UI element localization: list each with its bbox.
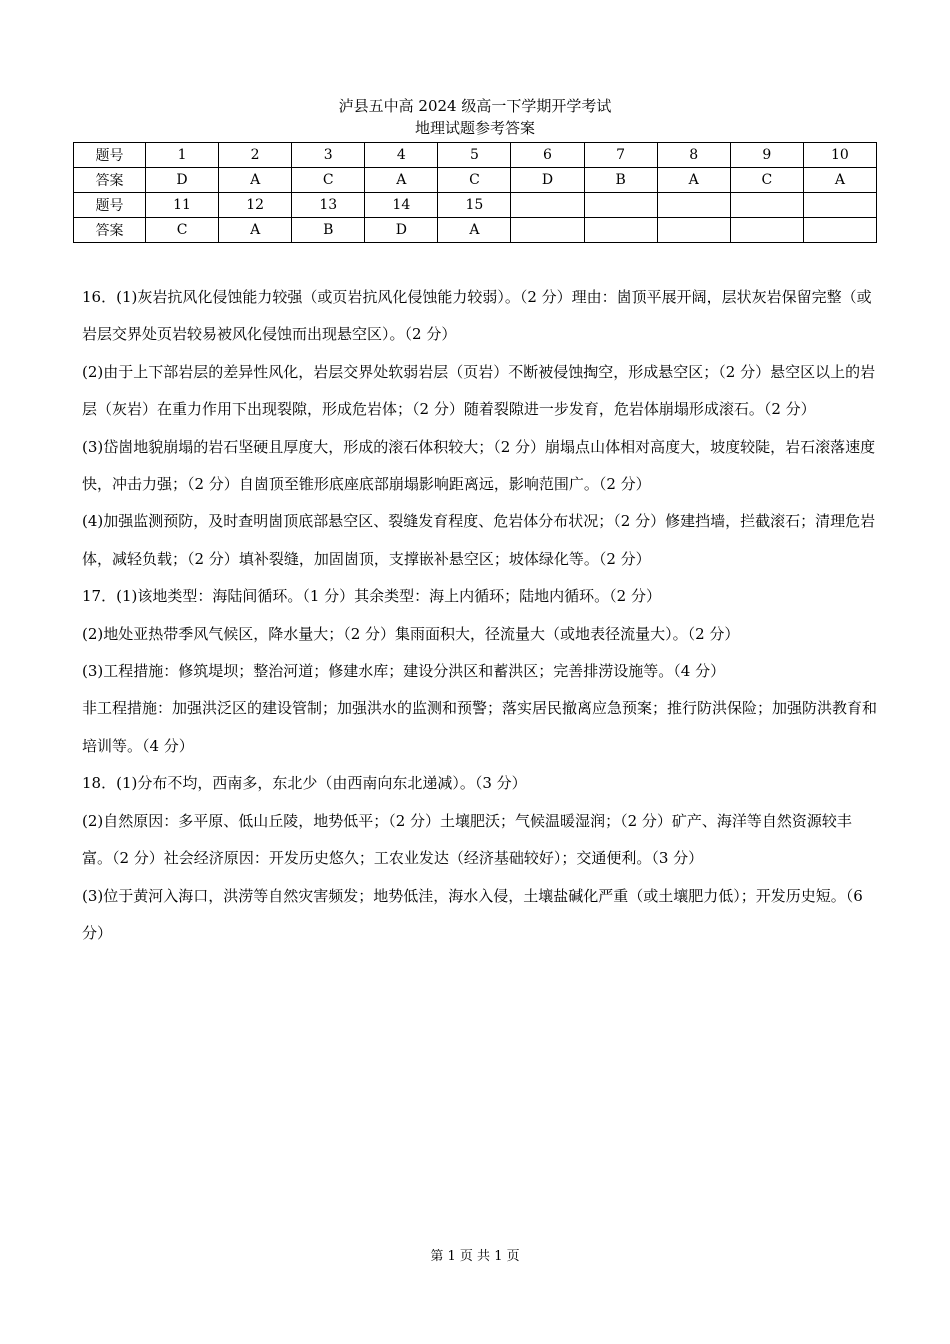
answer-paragraph: (3)工程措施：修筑堤坝；整治河道；修建水库；建设分洪区和蓄洪区；完善排涝设施等。（4 分） — [82, 662, 726, 681]
table-cell: 2 — [219, 143, 292, 168]
table-cell: A — [438, 218, 511, 243]
table-cell: 14 — [365, 193, 438, 218]
table-cell: 1 — [146, 143, 219, 168]
page-subtitle: 地理试题参考答案 — [414, 119, 535, 137]
table-row — [74, 193, 877, 218]
answer-paragraph: 18．(1)分布不均，西南多，东北少（由西南向东北递减）。（3 分） — [82, 774, 527, 793]
table-cell: C — [292, 168, 365, 193]
table-row — [74, 168, 877, 193]
table-cell: B — [584, 168, 657, 193]
table-cell: C — [730, 168, 803, 193]
table-cell — [803, 193, 876, 218]
table-cell: C — [438, 168, 511, 193]
row-label: 题号 — [74, 143, 146, 168]
table-cell — [511, 218, 584, 243]
table-cell: B — [292, 218, 365, 243]
table-cell: C — [146, 218, 219, 243]
table-cell: D — [511, 168, 584, 193]
page-title: 泸县五中高 2024 级高一下学期开学考试 — [338, 97, 612, 115]
table-cell: A — [365, 168, 438, 193]
answer-paragraph: (4)加强监测预防，及时查明崮顶底部悬空区、裂缝发育程度、危岩体分布状况；（2 分）修建挡墙，拦截滚石；清理危岩体，减轻负载；（2 分）填补裂缝，加固崮顶，支撑嵌补悬空区；坡体绿化等。（2 分） — [82, 512, 876, 568]
table-cell: 4 — [365, 143, 438, 168]
answer-table — [73, 142, 877, 243]
answer-paragraph: (2)由于上下部岩层的差异性风化，岩层交界处软弱岩层（页岩）不断被侵蚀掏空，形成悬空区；（2 分）悬空区以上的岩层（灰岩）在重力作用下出现裂隙，形成危岩体；（2 分）随着裂隙进一步发育，危岩体崩塌形成滚石。（2 分） — [82, 362, 876, 419]
table-cell: 6 — [511, 143, 584, 168]
table-cell: 3 — [292, 143, 365, 168]
table-cell: A — [803, 168, 876, 193]
answer-paragraph: 16．(1)灰岩抗风化侵蚀能力较强（或页岩抗风化侵蚀能力较弱）。（2 分）理由：崮顶平展开阔，层状灰岩保留完整（或岩层交界处页岩较易被风化侵蚀而出现悬空区）。（2 分） — [82, 288, 872, 344]
table-cell: D — [365, 218, 438, 243]
table-cell — [657, 193, 730, 218]
table-cell — [584, 218, 657, 243]
answer-paragraph: (3)岱崮地貌崩塌的岩石坚硬且厚度大，形成的滚石体积较大；（2 分）崩塌点山体相对高度大，坡度较陡，岩石滚落速度快，冲击力强；（2 分）自崮顶至锥形底座底部崩塌影响距离远，影响范围广。（2 分） — [82, 437, 876, 494]
answer-paragraph: 17．(1)该地类型：海陆间循环。（1 分）其余类型：海上内循环；陆地内循环。（2 分） — [82, 587, 661, 606]
table-cell: 10 — [803, 143, 876, 168]
table-cell: 7 — [584, 143, 657, 168]
answer-paragraph: 非工程措施：加强洪泛区的建设管制；加强洪水的监测和预警；落实居民撤离应急预案；推行防洪保险；加强防洪教育和培训等。（4 分） — [82, 699, 878, 755]
table-cell: 5 — [438, 143, 511, 168]
table-cell — [584, 193, 657, 218]
answer-paragraph: (2)地处亚热带季风气候区，降水量大；（2 分）集雨面积大，径流量大（或地表径流量大）。（2 分） — [82, 624, 740, 643]
table-cell — [657, 218, 730, 243]
table-cell: 8 — [657, 143, 730, 168]
answer-explanations — [82, 279, 878, 952]
table-cell: 12 — [219, 193, 292, 218]
table-cell — [730, 218, 803, 243]
table-row — [74, 143, 877, 168]
row-label: 答案 — [74, 218, 146, 243]
table-cell — [730, 193, 803, 218]
table-cell — [803, 218, 876, 243]
table-cell: A — [219, 168, 292, 193]
table-cell: 13 — [292, 193, 365, 218]
table-cell: D — [146, 168, 219, 193]
table-cell — [511, 193, 584, 218]
table-cell: A — [657, 168, 730, 193]
page-footer: 第 1 页 共 1 页 — [430, 1249, 520, 1264]
row-label: 题号 — [74, 193, 146, 218]
table-cell: 9 — [730, 143, 803, 168]
table-row — [74, 218, 877, 243]
answer-paragraph: (3)位于黄河入海口，洪涝等自然灾害频发；地势低洼，海水入侵，土壤盐碱化严重（或土壤肥力低）；开发历史短。（6 分） — [82, 886, 863, 942]
answer-paragraph: (2)自然原因：多平原、低山丘陵，地势低平；（2 分）土壤肥沃；气候温暖湿润；（2 分）矿产、海洋等自然资源较丰富。（2 分）社会经济原因：开发历史悠久；工农业发达（经济基础较好）；交通便利。（3 分） — [82, 811, 852, 868]
table-cell: 15 — [438, 193, 511, 218]
row-label: 答案 — [74, 168, 146, 193]
table-cell: 11 — [146, 193, 219, 218]
table-cell: A — [219, 218, 292, 243]
